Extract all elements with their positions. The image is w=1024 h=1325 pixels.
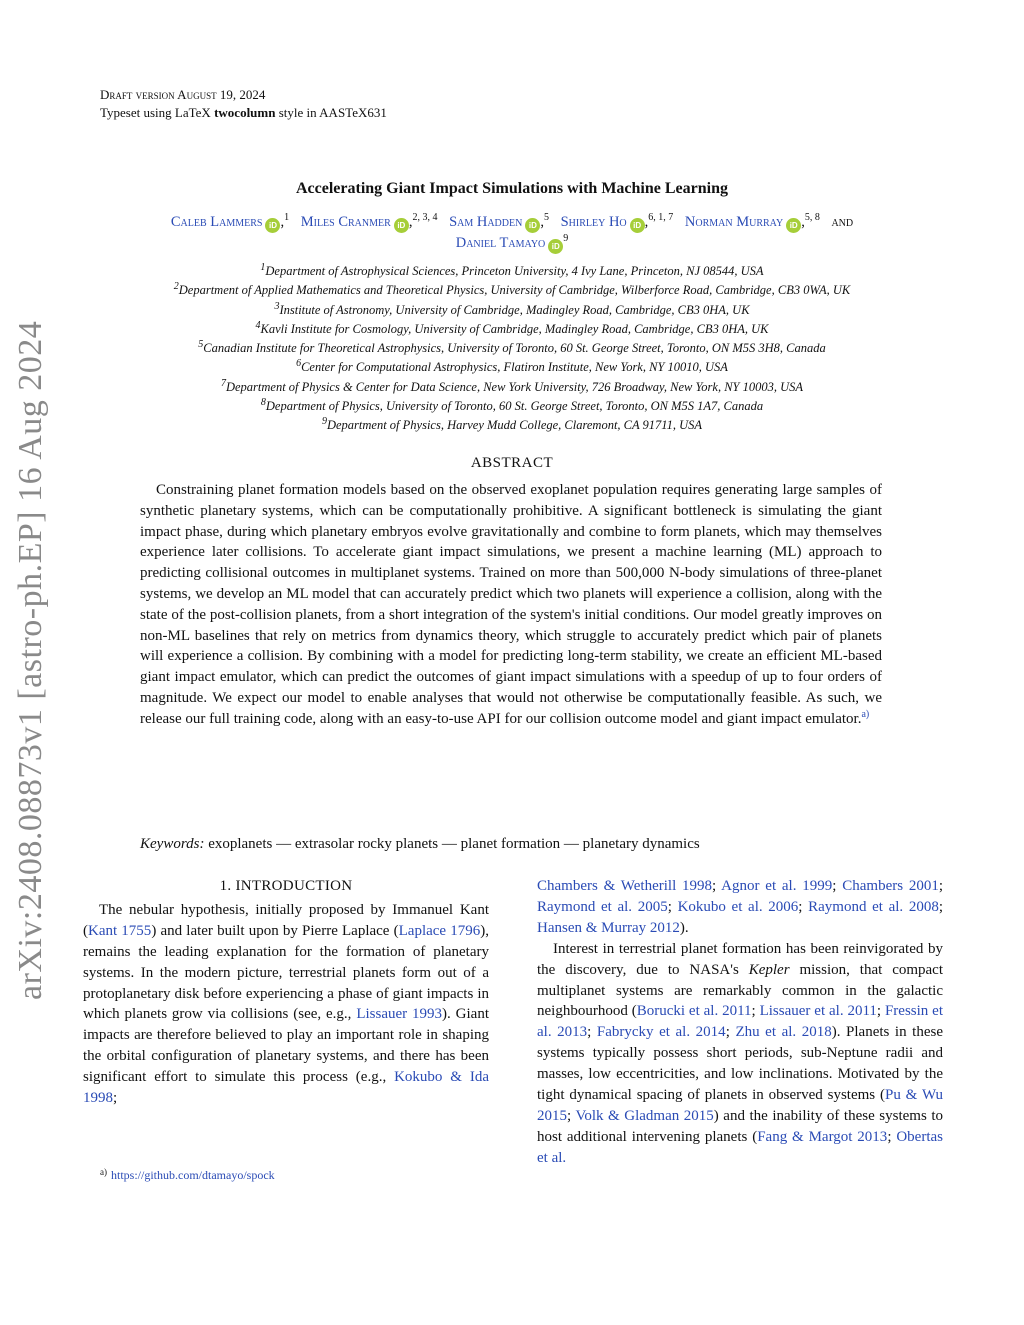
orcid-icon[interactable]: iD	[525, 218, 540, 233]
citation-link[interactable]: Kokubo & Ida 1998	[83, 1069, 489, 1107]
footnote-url-link[interactable]: https://github.com/dtamayo/spock	[111, 1168, 275, 1182]
orcid-icon[interactable]: iD	[630, 218, 645, 233]
author-affil-sup: 9	[563, 233, 569, 245]
affiliation-num: 2	[173, 281, 179, 293]
citation-link[interactable]: Borucki et al. 2011	[636, 1003, 752, 1020]
section-heading: 1. INTRODUCTION	[219, 878, 353, 894]
author-link[interactable]: Sam Hadden	[449, 214, 523, 230]
author-affil-sup: 2, 3, 4	[412, 212, 438, 224]
footnote	[100, 1167, 275, 1183]
intro-paragraph-continued: Chambers & Wetherill 1998; Agnor et al. 1999; Chambers 2001; Raymond et al. 2005; Kokubo et al. 2006; Raymond et al. 2008; Hansen & Murray 2012).	[537, 878, 944, 936]
citation-link[interactable]: Zhu et al. 2018	[735, 1024, 832, 1041]
affiliation	[60, 339, 964, 358]
author-affil-sup: 1	[284, 212, 290, 224]
author-link[interactable]: Shirley Ho	[560, 214, 627, 230]
orcid-icon[interactable]: iD	[786, 218, 801, 233]
typeset-line	[100, 104, 387, 122]
citation-link[interactable]: Chambers 2001	[842, 878, 939, 894]
citation-link[interactable]: Fabrycky et al. 2014	[596, 1024, 726, 1041]
affiliation	[60, 301, 964, 320]
affiliation-text: Department of Physics, Harvey Mudd College, Claremont, CA 91711, USA	[326, 418, 703, 433]
affiliation-num: 7	[220, 377, 226, 389]
orcid-icon[interactable]: iD	[548, 239, 563, 254]
citation-link[interactable]: Chambers & Wetherill 1998	[537, 878, 713, 894]
affiliation	[60, 358, 964, 377]
affiliation-num: 6	[296, 358, 302, 370]
orcid-icon[interactable]: iD	[265, 218, 280, 233]
affiliation-num: 3	[274, 300, 280, 312]
typeset-post: style in AASTeX631	[275, 105, 387, 120]
citation-link[interactable]: Kokubo et al. 2006	[677, 898, 799, 915]
affiliation-num: 4	[255, 319, 261, 331]
affiliation-text: Institute of Astronomy, University of Cambridge, Madingley Road, Cambridge, CB3 0HA, UK	[279, 302, 750, 317]
author-link[interactable]: Norman Murray	[684, 214, 784, 230]
citation-link[interactable]: Volk & Gladman 2015	[575, 1107, 714, 1124]
text-run: ) and the inability of these systems to host additional intervening planets (	[537, 1107, 943, 1145]
paper-title: Accelerating Giant Impact Simulations with Machine Learning	[296, 180, 728, 197]
author-affil-sup: 5, 8	[804, 212, 820, 224]
typeset-style: twocolumn	[214, 105, 276, 120]
text-run: ), remains the leading explanation for the formation of planetary systems. In the modern picture, terrestrial planets form out of a protoplanetary disk before experiencing a phase of giant impacts in which planets grow via collisions (see, e.g.,	[83, 922, 489, 1023]
footnote-mark: a)	[100, 1167, 107, 1177]
citation-link[interactable]: Laplace 1796	[398, 922, 481, 939]
keywords-label: Keywords:	[140, 836, 205, 852]
affiliation	[60, 378, 964, 397]
citation-link[interactable]: Raymond et al. 2005	[537, 898, 668, 915]
affiliation-text: Canadian Institute for Theoretical Astrophysics, University of Toronto, 60 St. George Street, Toronto, ON M5S 3H8, Canada	[203, 341, 826, 356]
author-affil-sup: 5	[543, 212, 549, 224]
draft-line: Draft version August 19, 2024	[100, 87, 266, 102]
citation-link[interactable]: Fressin et al. 2013	[537, 1003, 944, 1041]
header-meta	[100, 86, 387, 122]
orcid-icon[interactable]: iD	[394, 218, 409, 233]
citation-link[interactable]: Fang & Margot 2013	[757, 1128, 888, 1145]
affiliation-num: 1	[260, 261, 266, 273]
affiliation	[60, 416, 964, 435]
author-affil-sup: 6, 1, 7	[648, 212, 674, 224]
citation-link[interactable]: Agnor et al. 1999	[721, 878, 833, 894]
latex-logo: LaTeX	[174, 105, 211, 120]
text-run: mission, that compact multiplanet systems are remarkably common in the galactic neighbourhood (	[537, 961, 944, 1020]
affiliation	[60, 281, 964, 300]
citation-link[interactable]: Hansen & Murray 2012	[537, 919, 680, 936]
affiliation-num: 9	[321, 416, 327, 428]
text-run: ). Giant impacts are therefore believed to play an important role in shaping the orbital configuration of planetary systems, and there has been significant effort to simulate this process (e.g.,	[83, 1006, 489, 1086]
abstract-body	[140, 480, 882, 730]
left-column	[83, 876, 489, 1109]
typeset-pre: Typeset using	[100, 105, 175, 120]
text-run: ;	[113, 1090, 118, 1107]
footnote-ref[interactable]: a)	[861, 708, 870, 720]
text-run: Interest in terrestrial planet formation has been reinvigorated by the discovery, due to NASA's	[537, 940, 943, 978]
text-run: ).	[679, 919, 689, 936]
author-list: Caleb Lammers iD ,$^1$ Miles Cranmer iD ,$^{2, 3, 4}$ Sam Hadden iD ,$^5$ Shirley Ho iD ,$^{6, 1, 7}$ Norman Murray iD ,$^{5, 8}$ and Daniel Tamayo $iD^9$	[100, 212, 924, 254]
affiliation	[60, 397, 964, 416]
citation-link[interactable]: Lissauer 1993	[356, 1006, 443, 1023]
affiliation-text: Kavli Institute for Cosmology, University of Cambridge, Madingley Road, Cambridge, CB3 0HA, UK	[260, 321, 769, 336]
affiliation-text: Department of Physics & Center for Data Science, New York University, 726 Broadway, New York, NY 10003, USA	[225, 379, 804, 394]
text-run: The nebular hypothesis, initially proposed by Immanuel Kant (	[83, 901, 489, 939]
author-link[interactable]: Caleb Lammers	[170, 214, 263, 230]
citation-link[interactable]: Kant 1755	[88, 922, 152, 939]
citation-link[interactable]: Pu & Wu 2015	[537, 1087, 943, 1124]
arxiv-stamp: arXiv:2408.08873v1 [astro-ph.EP] 16 Aug 2024	[12, 320, 49, 1000]
author-link[interactable]: Daniel Tamayo	[455, 235, 546, 251]
keywords	[140, 836, 882, 853]
intro-paragraph	[83, 900, 489, 1109]
right-column	[537, 876, 943, 1169]
affiliations	[60, 262, 964, 436]
affiliation-num: 8	[260, 396, 266, 408]
affiliation-text: Department of Applied Mathematics and Theoretical Physics, University of Cambridge, Wilberforce Road, Cambridge, CB3 0WA, UK	[178, 283, 851, 298]
citation-link[interactable]: Raymond et al. 2008	[808, 898, 939, 915]
abstract-heading: ABSTRACT	[470, 455, 554, 471]
affiliation-num: 5	[198, 339, 204, 351]
kepler-italic: Kepler	[748, 961, 790, 978]
citation-link[interactable]: Lissauer et al. 2011	[759, 1003, 877, 1020]
text-run: ) and later built upon by Pierre Laplace (	[151, 922, 399, 939]
author-link[interactable]: Miles Cranmer	[300, 214, 391, 230]
intro-paragraph: Interest in terrestrial planet formation has been reinvigorated by the discovery, due to NASA's Kepler mission, that compact multiplanet systems are remarkably common in the galactic neighbourhood (Borucki et al. 2011; Lissauer et al. 2011; Fressin et al. 2013; Fabrycky et al. 2014; Zhu et al. 2018). Planets in these systems typically possess short periods, sub-Neptune radii and masses, low eccentricities, and low inclinations. Motivated by the tight dynamical spacing of planets in observed systems (Pu & Wu 2015; Volk & Gladman 2015) and the inability of these systems to host additional intervening planets (Fang & Margot 2013; Obertas et al.	[537, 940, 944, 1166]
text-run: ). Planets in these systems typically possess short periods, sub-Neptune radii and masses, low eccentricities, and low inclinations. Motivated by the tight dynamical spacing of planets in observed systems (	[537, 1024, 943, 1104]
affiliation	[60, 262, 964, 281]
abstract-text: Constraining planet formation models based on the observed exoplanet population requires generating large samples of synthetic planetary systems, which can be computationally prohibitive. A significant bottleneck is simulating the giant impact phase, during which planetary embryos evolve gravitationally and combine to form planets, which may themselves experience later collisions. To accelerate giant impact simulations, we present a machine learning (ML) approach to predicting collisional outcomes in multiplanet systems. Trained on more than 500,000 N-body simulations of three-planet systems, we develop an ML model that can accurately predict which two planets will experience a collision, along with the state of the post-collision planets, from a short integration of the system's initial conditions. Our model greatly improves on non-ML baselines that rely on metrics from dynamics theory, which struggle to accurately predict which pair of planets will experience a collision. By combining with a model for predicting long-term stability, we create an efficient ML-based giant impact emulator, which can predict the outcomes of giant impact simulations with a speedup of up to four orders of magnitude. We expect our model to enable analyses that would not otherwise be computationally feasible. As such, we release our full training code, along with an easy-to-use API for our collision outcome model and giant impact emulator.	[140, 482, 882, 727]
citation-link[interactable]: Obertas et al.	[537, 1128, 943, 1166]
affiliation-text: Center for Computational Astrophysics, Flatiron Institute, New York, NY 10010, USA	[301, 360, 728, 375]
affiliation	[60, 320, 964, 339]
keywords-text: exoplanets — extrasolar rocky planets — planet formation — planetary dynamics	[208, 836, 700, 852]
affiliation-text: Department of Physics, University of Toronto, 60 St. George Street, Toronto, ON M5S 1A7, Canada	[265, 399, 764, 414]
authors-and: and	[831, 214, 854, 230]
affiliation-text: Department of Astrophysical Sciences, Princeton University, 4 Ivy Lane, Princeton, NJ 08544, USA	[265, 264, 764, 278]
